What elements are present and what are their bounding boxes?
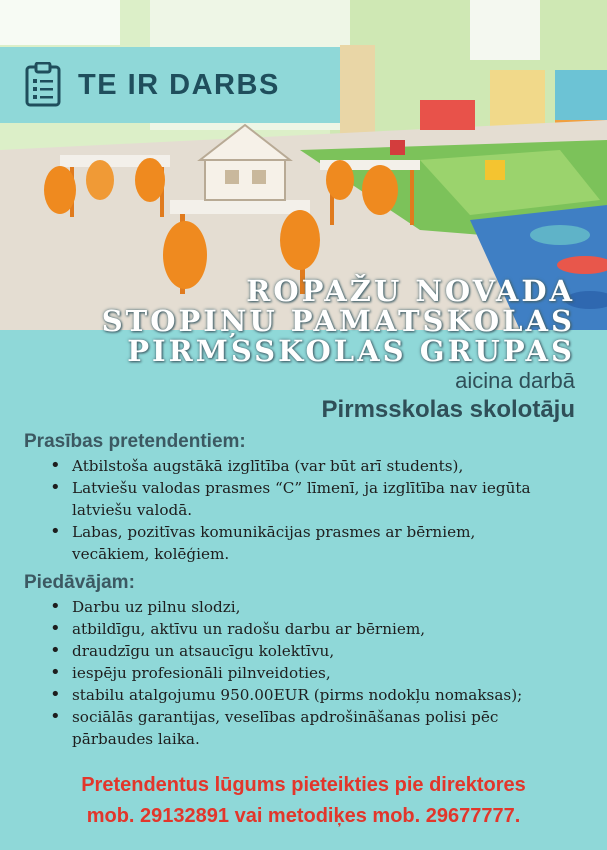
invite-text: aicina darbā (455, 368, 575, 393)
headline-line-2: STOPIŅU PAMATSKOLAS (101, 304, 575, 338)
offer-title: Piedāvājam: (24, 572, 135, 593)
list-item: • Atbilstoša augstākā izglītība (var būt arī students), (50, 455, 550, 477)
list-item: • sociālās garantijas, veselības apdrošināšanas polisi pēc pārbaudes laika. (50, 706, 550, 750)
list-item: • Labas, pozitīvas komunikācijas prasmes ar bērniem, vecākiem, kolēģiem. (50, 521, 550, 565)
list-item: • stabilu atalgojumu 950.00EUR (pirms nodokļu nomaksas); (50, 684, 550, 706)
badge-label: TE IR DARBS (78, 68, 280, 101)
headline-line-1: ROPAŽU NOVADA (246, 274, 575, 308)
offer-list (50, 596, 550, 750)
school-name-headline (102, 276, 575, 366)
list-item: • Latviešu valodas prasmes “C” līmenī, ja izglītība nav iegūta latviešu valodā. (50, 477, 550, 521)
contact-line-2: mob. 29132891 vai metodiķes mob. 29677777. (86, 805, 521, 827)
clipboard-icon (24, 62, 62, 108)
list-item: • iespēju profesionāli pilnveidoties, (50, 662, 550, 684)
position-title: Pirmsskolas skolotāju (321, 396, 575, 423)
contact-line-1: Pretendentus lūgums pieteikties pie direktores (81, 774, 526, 796)
badge (0, 47, 340, 123)
list-item: • Darbu uz pilnu slodzi, (50, 596, 550, 618)
list-item: • atbildīgu, aktīvu un radošu darbu ar bērniem, (50, 618, 550, 640)
requirements-title: Prasības pretendentiem: (24, 431, 246, 452)
headline-line-3: PIRMSSKOLAS GRUPAS (127, 334, 575, 368)
list-item: • draudzīgu un atsaucīgu kolektīvu, (50, 640, 550, 662)
contact-info (0, 770, 607, 832)
requirements-list (50, 455, 550, 565)
